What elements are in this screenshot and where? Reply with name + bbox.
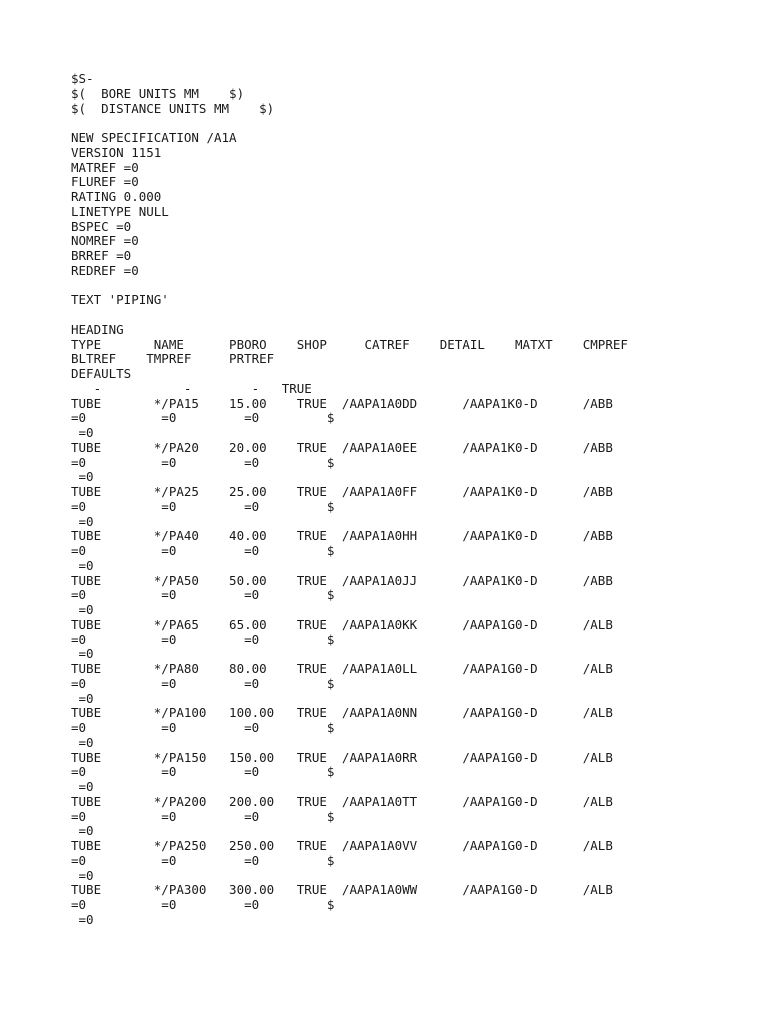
document-line: =0 [71,557,94,573]
document-line [71,116,628,131]
document-line: TUBE */PA25 25.00 TRUE /AAPA1A0FF /AAPA1K0-D /ABB [71,484,613,499]
document-line: RATING 0.000 [71,189,162,204]
document-line: =0 [71,513,94,529]
document-line: MATREF =0 [71,159,139,175]
specification-document [71,72,628,928]
document-line: REDREF =0 [71,262,139,278]
document-line: TUBE */PA65 65.00 TRUE /AAPA1A0KK /AAPA1G0-D /ALB [71,616,613,632]
document-line: =0 [71,779,94,794]
document-line: $( BORE UNITS MM $) [71,85,245,101]
document-line: LINETYPE NULL [71,203,169,219]
document-line: BLTREF TMPREF PRTREF [71,351,275,367]
document-line: =0 =0 =0 $ [71,808,335,824]
document-line: =0 [71,911,94,927]
document-line: TUBE */PA300 300.00 TRUE /AAPA1A0WW /AAPA1G0-D /ALB [71,882,613,898]
document-line: =0 =0 =0 $ [71,410,335,426]
document-line: TEXT 'PIPING' [71,292,169,308]
document-line: =0 [71,602,94,617]
document-line: =0 =0 =0 $ [71,631,335,647]
document-line: =0 =0 =0 $ [71,897,335,912]
document-line: =0 =0 =0 $ [71,543,335,558]
document-line: $( DISTANCE UNITS MM $) [71,100,275,116]
document-line: =0 =0 =0 $ [71,675,335,691]
document-line: TYPE NAME PBORO SHOP CATREF DETAIL MATXT CMPREF [71,336,628,352]
document-line: BSPEC =0 [71,218,132,234]
document-line: BRREF =0 [71,248,132,263]
document-line: HEADING [71,321,124,337]
document-line: TUBE */PA80 80.00 TRUE /AAPA1A0LL /AAPA1G0-D /ALB [71,661,613,676]
document-line: =0 [71,646,94,662]
document-line [71,279,628,294]
document-line: =0 [71,690,94,706]
document-line: TUBE */PA150 150.00 TRUE /AAPA1A0RR /AAPA1G0-D /ALB [71,749,613,765]
document-line: TUBE */PA20 20.00 TRUE /AAPA1A0EE /AAPA1K0-D /ABB [71,439,613,455]
document-line: =0 =0 =0 $ [71,454,335,470]
document-line: TUBE */PA100 100.00 TRUE /AAPA1A0NN /AAPA1G0-D /ALB [71,705,613,721]
document-line: =0 =0 =0 $ [71,764,335,780]
document-line: TUBE */PA40 40.00 TRUE /AAPA1A0HH /AAPA1K0-D /ABB [71,528,613,544]
document-line: =0 =0 =0 $ [71,498,335,514]
document-line: TUBE */PA50 50.00 TRUE /AAPA1A0JJ /AAPA1K0-D /ABB [71,572,613,588]
document-line: $S- [71,71,94,86]
document-line: =0 =0 =0 $ [71,720,335,735]
document-line: TUBE */PA200 200.00 TRUE /AAPA1A0TT /AAPA1G0-D /ALB [71,793,613,809]
document-line: NEW SPECIFICATION /A1A [71,130,237,145]
document-line: DEFAULTS [71,366,132,381]
document-line: NOMREF =0 [71,233,139,249]
document-line: =0 =0 =0 $ [71,587,335,603]
document-line [71,308,628,323]
document-line: =0 [71,469,94,485]
document-line: TUBE */PA250 250.00 TRUE /AAPA1A0VV /AAPA1G0-D /ALB [71,838,613,853]
document-line: =0 [71,823,94,839]
document-line: =0 [71,867,94,883]
document-line: =0 =0 =0 $ [71,852,335,868]
document-line: VERSION 1151 [71,144,162,160]
document-line: - - - TRUE [71,380,312,396]
document-line: =0 [71,425,94,440]
document-line: =0 [71,734,94,750]
document-line: FLUREF =0 [71,174,139,190]
document-line: TUBE */PA15 15.00 TRUE /AAPA1A0DD /AAPA1K0-D /ABB [71,395,613,411]
